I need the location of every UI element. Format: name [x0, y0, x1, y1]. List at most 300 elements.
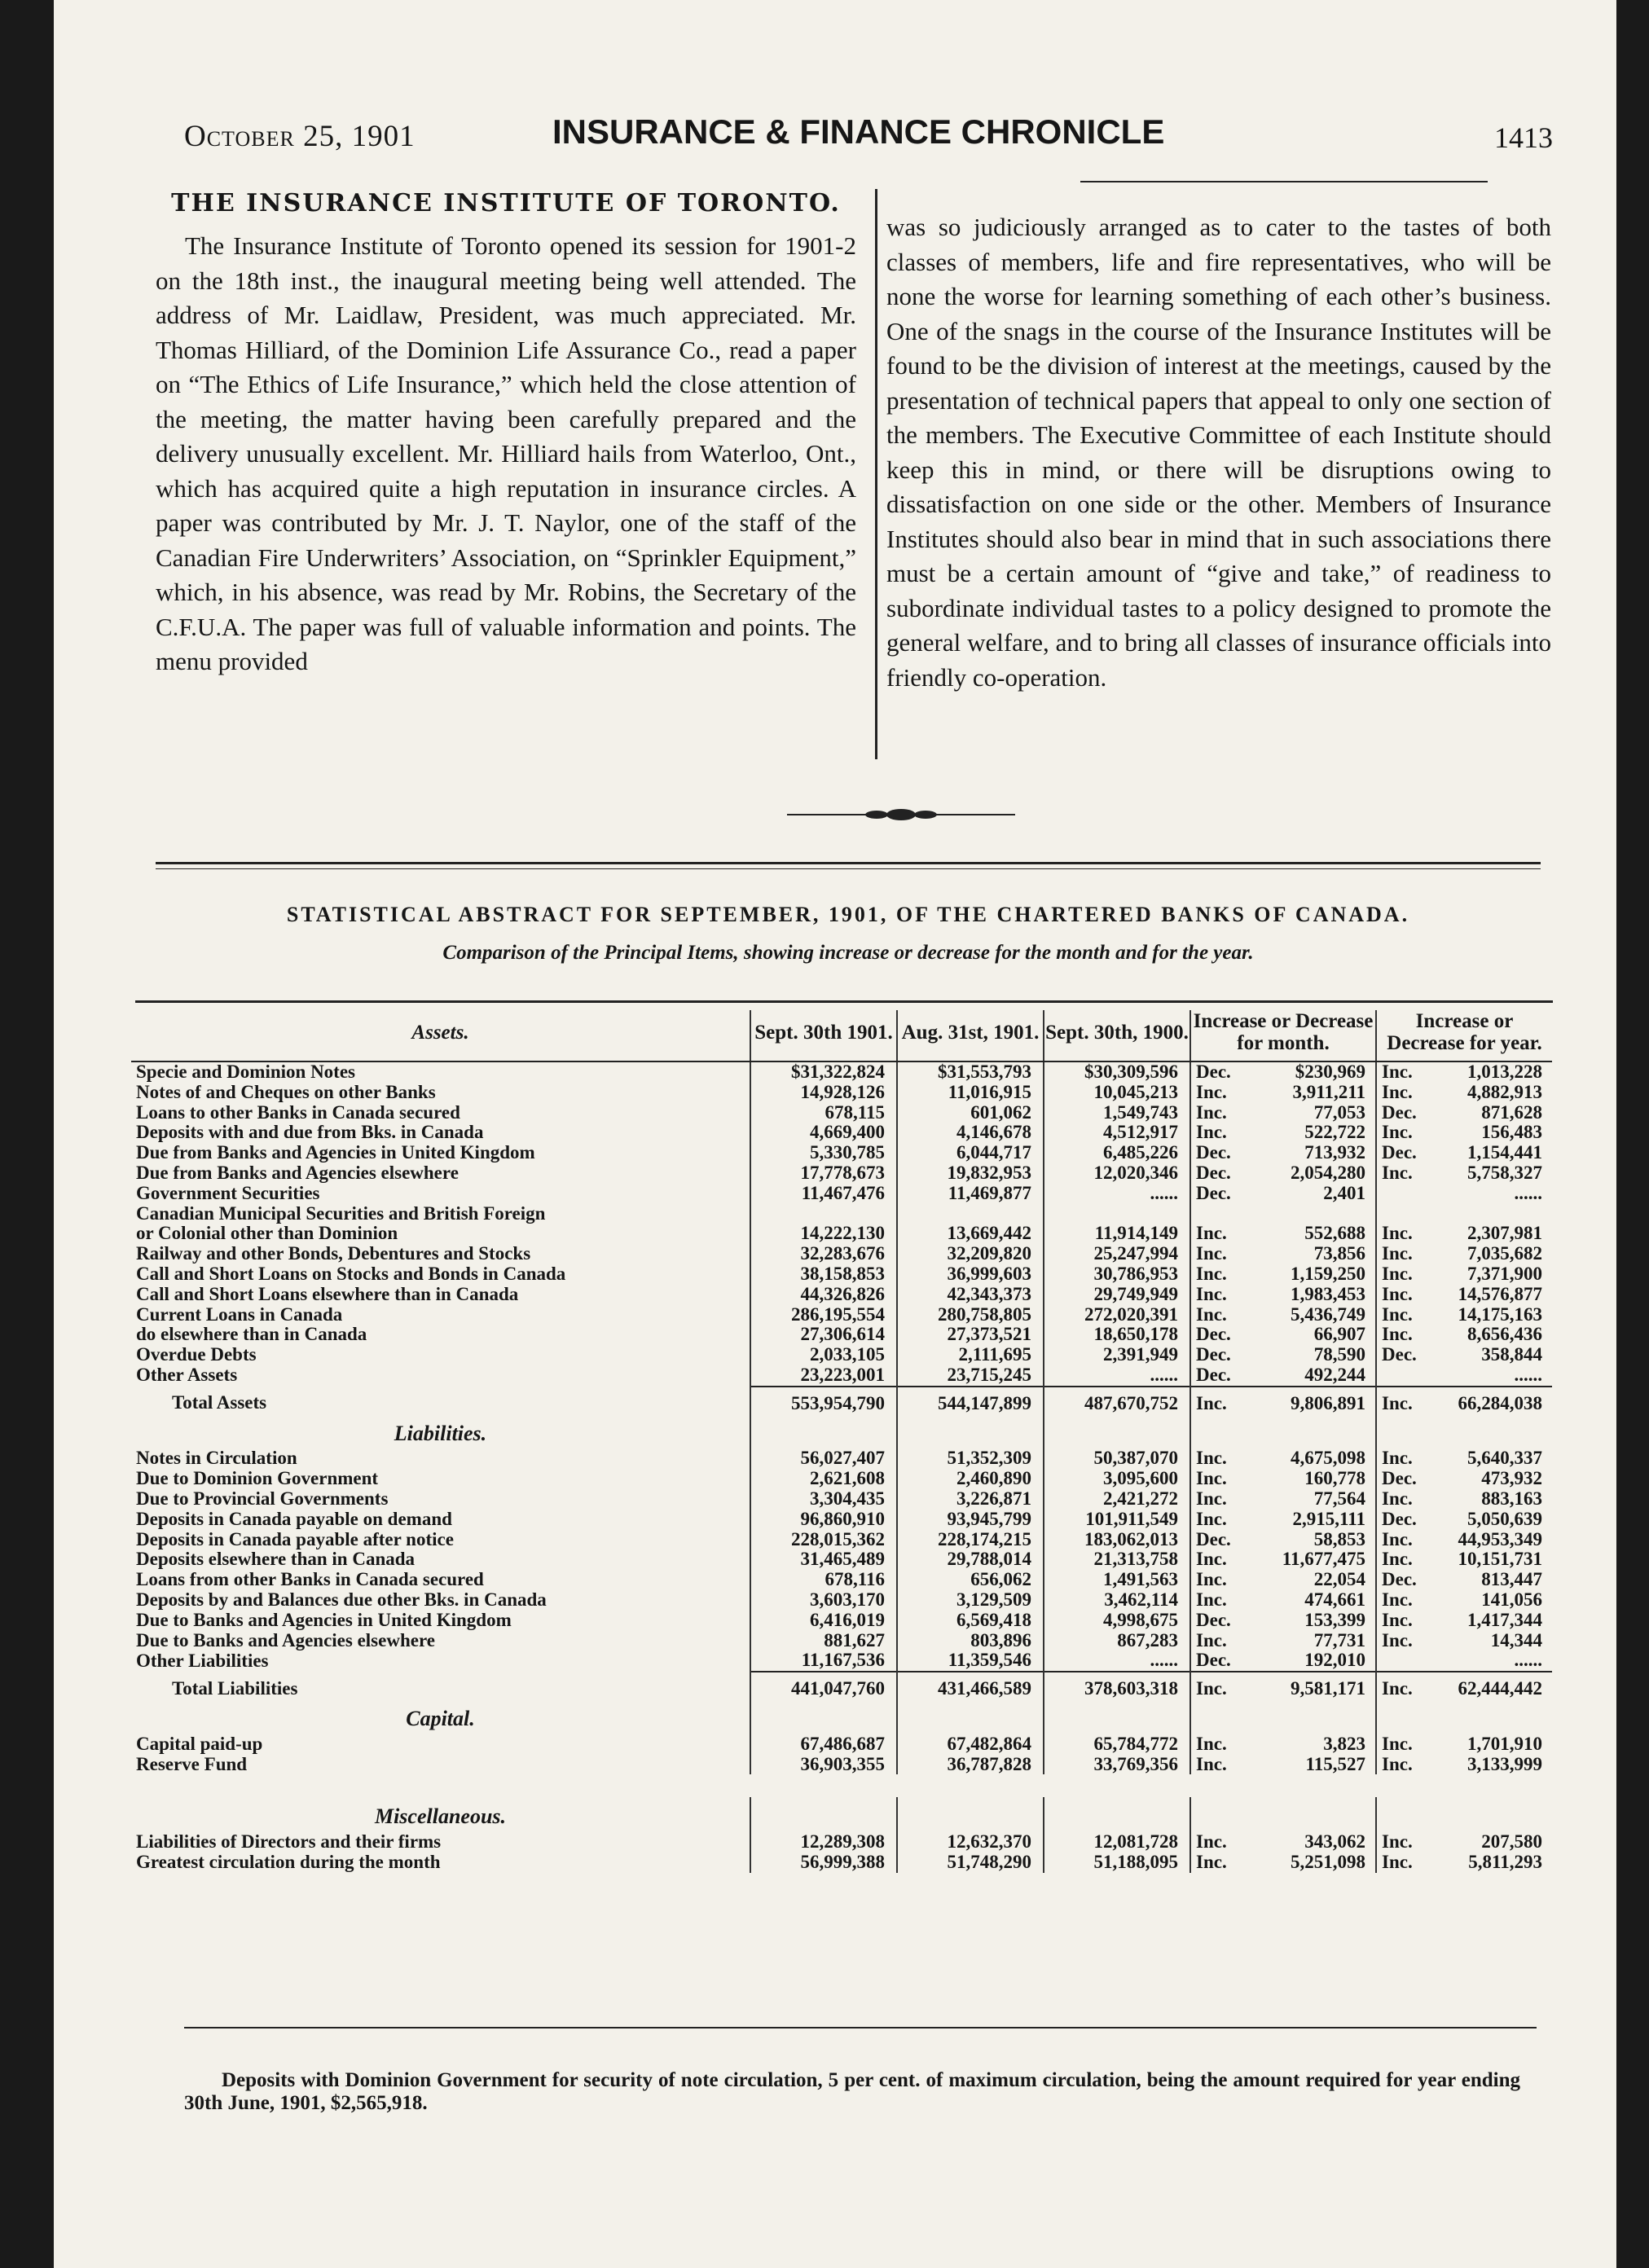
- year-direction: [1376, 1650, 1431, 1672]
- sept-1900-value: 2,421,272: [1044, 1489, 1190, 1510]
- month-change: 9,806,891: [1254, 1387, 1376, 1414]
- year-direction: Inc.: [1376, 1123, 1431, 1143]
- month-change: 1,983,453: [1291, 1284, 1365, 1304]
- year-direction: Inc.: [1376, 1489, 1431, 1510]
- article-column-right: [886, 210, 1551, 695]
- row-label: Overdue Debts: [136, 1345, 257, 1365]
- sept-1900-value: 65,784,772: [1044, 1734, 1190, 1755]
- year-change: 3,133,999: [1467, 1754, 1542, 1774]
- year-change: 14,344: [1490, 1630, 1542, 1650]
- section-cell: [897, 1797, 1044, 1832]
- aug-1901-value: 431,466,589: [897, 1672, 1044, 1699]
- month-direction: Dec.: [1190, 1365, 1254, 1387]
- month-direction: Dec.: [1190, 1650, 1254, 1672]
- month-change: 58,853: [1313, 1529, 1365, 1549]
- sept-1901-value: 14,222,130: [750, 1224, 897, 1244]
- month-change: 11,677,475: [1282, 1549, 1365, 1570]
- month-change: 474,661: [1304, 1589, 1365, 1610]
- table-row: [131, 1163, 1552, 1184]
- month-direction: Dec.: [1190, 1530, 1254, 1550]
- year-change: 358,844: [1481, 1345, 1542, 1365]
- year-change: 14,576,877: [1458, 1284, 1542, 1304]
- section-cell: [897, 1414, 1044, 1449]
- month-change: 2,915,111: [1292, 1509, 1365, 1529]
- aug-1901-value: 12,632,370: [897, 1832, 1044, 1853]
- aug-1901-value: 228,174,215: [897, 1530, 1044, 1550]
- year-change: 62,444,442: [1431, 1672, 1552, 1699]
- row-label: do elsewhere than in Canada: [136, 1325, 367, 1345]
- month-change: 3,911,211: [1292, 1082, 1365, 1102]
- sept-1901-value: 678,116: [750, 1570, 897, 1590]
- section-title: Miscellaneous.: [374, 1804, 507, 1829]
- table-footnote: Deposits with Dominion Government for security of note circulation, 5 per cent. of maximum circulation, being the amount required for year ending 30th June, 1901, $2,565,918.: [184, 2069, 1520, 2114]
- sept-1900-value: 29,749,949: [1044, 1285, 1190, 1305]
- month-change: 3,823: [1323, 1734, 1365, 1754]
- sept-1900-value: 1,491,563: [1044, 1570, 1190, 1590]
- year-change: 813,447: [1481, 1570, 1542, 1590]
- section-cell: [1254, 1414, 1376, 1449]
- header-sept-1900: Sept. 30th, 1900.: [1044, 1010, 1190, 1061]
- sept-1901-value: 553,954,790: [750, 1387, 897, 1414]
- table-row: [131, 1305, 1552, 1325]
- month-direction: Inc.: [1190, 1570, 1254, 1590]
- month-change: [1254, 1204, 1376, 1224]
- month-direction: Inc.: [1190, 1224, 1254, 1244]
- aug-1901-value: 42,343,373: [897, 1285, 1044, 1305]
- month-change: 4,675,098: [1291, 1448, 1365, 1469]
- year-change: 10,151,731: [1458, 1549, 1542, 1570]
- year-change: 8,656,436: [1467, 1325, 1542, 1345]
- row-label: Call and Short Loans on Stocks and Bonds in Canada: [136, 1264, 566, 1284]
- section-heading-row: [131, 1797, 1552, 1832]
- month-direction: Inc.: [1190, 1510, 1254, 1530]
- month-direction: Inc.: [1190, 1734, 1254, 1755]
- aug-1901-value: 27,373,521: [897, 1325, 1044, 1345]
- header-rule: [1080, 181, 1488, 182]
- sept-1901-value: [750, 1204, 897, 1224]
- month-direction: Dec.: [1190, 1184, 1254, 1204]
- year-direction: Inc.: [1376, 1061, 1431, 1083]
- table-row: [131, 1590, 1552, 1611]
- year-change: 141,056: [1481, 1589, 1542, 1610]
- sept-1900-value: 25,247,994: [1044, 1244, 1190, 1264]
- sept-1900-value: 487,670,752: [1044, 1387, 1190, 1414]
- section-cell: [1376, 1414, 1431, 1449]
- aug-1901-value: 19,832,953: [897, 1163, 1044, 1184]
- aug-1901-value: 2,460,890: [897, 1469, 1044, 1489]
- year-change: ......: [1514, 1650, 1542, 1671]
- sept-1901-value: 286,195,554: [750, 1305, 897, 1325]
- article-paragraph-left: The Insurance Institute of Toronto opened its session for 1901-2 on the 18th inst., the inaugural meeting being well attended. The address of Mr. Laidlaw, President, was much appreciated. Mr. Thomas Hilliard, of the Dominion Life Assurance Co., read a paper on “The Ethics of Life Insurance,” which held the close attention of the meeting, the matter having been carefully prepared and the delivery unusually excellent. Mr. Hilliard hails from Waterloo, Ont., which has acquired quite a high reputation in insurance circles. A paper was contributed by Mr. J. T. Naylor, one of the staff of the Canadian Fire Underwriters’ Association, on “Sprinkler Equipment,” which, in his absence, was read by Mr. Robins, the Secretary of the C.F.U.A. The paper was full of valuable information and points. The menu provided: [156, 231, 856, 675]
- row-label: or Colonial other than Dominion: [136, 1224, 398, 1244]
- year-direction: Inc.: [1376, 1590, 1431, 1611]
- aug-1901-value: 280,758,805: [897, 1305, 1044, 1325]
- header-year-change: Increase or Decrease for year.: [1376, 1010, 1552, 1061]
- month-direction: Inc.: [1190, 1853, 1254, 1873]
- aug-1901-value: 11,359,546: [897, 1650, 1044, 1672]
- table-row: [131, 1570, 1552, 1590]
- month-change: 66,907: [1313, 1325, 1365, 1345]
- total-row: [131, 1387, 1552, 1414]
- table-row: [131, 1832, 1552, 1853]
- aug-1901-value: 6,569,418: [897, 1611, 1044, 1631]
- month-change: $230,969: [1295, 1061, 1365, 1082]
- sept-1900-value: 2,391,949: [1044, 1345, 1190, 1365]
- month-direction: Inc.: [1190, 1387, 1254, 1414]
- total-row: [131, 1672, 1552, 1699]
- year-change: 156,483: [1481, 1123, 1542, 1143]
- table-row: [131, 1549, 1552, 1570]
- sept-1901-value: 441,047,760: [750, 1672, 897, 1699]
- month-direction: Inc.: [1190, 1755, 1254, 1775]
- sept-1900-value: 33,769,356: [1044, 1755, 1190, 1775]
- page-number: 1413: [1494, 121, 1553, 154]
- sept-1901-value: 17,778,673: [750, 1163, 897, 1184]
- table-row: [131, 1083, 1552, 1103]
- section-cell: [750, 1414, 897, 1449]
- section-cell: [1044, 1699, 1190, 1734]
- year-change: 66,284,038: [1431, 1387, 1552, 1414]
- sept-1901-value: 881,627: [750, 1631, 897, 1651]
- year-direction: Inc.: [1376, 1530, 1431, 1550]
- aug-1901-value: 13,669,442: [897, 1224, 1044, 1244]
- month-change: 78,590: [1313, 1345, 1365, 1365]
- year-change: 44,953,349: [1458, 1529, 1542, 1549]
- aug-1901-value: 67,482,864: [897, 1734, 1044, 1755]
- month-direction: Inc.: [1190, 1672, 1254, 1699]
- row-label: Capital paid-up: [136, 1734, 263, 1754]
- year-direction: Dec.: [1376, 1345, 1431, 1365]
- year-direction: Inc.: [1376, 1832, 1431, 1853]
- sept-1901-value: 27,306,614: [750, 1325, 897, 1345]
- sept-1900-value: 12,020,346: [1044, 1163, 1190, 1184]
- year-change: 1,013,228: [1467, 1061, 1542, 1082]
- header-month-change: Increase or Decrease for month.: [1190, 1010, 1376, 1061]
- sept-1900-value: 4,512,917: [1044, 1123, 1190, 1143]
- aug-1901-value: 51,352,309: [897, 1448, 1044, 1469]
- table-row: [131, 1325, 1552, 1345]
- sept-1900-value: 378,603,318: [1044, 1672, 1190, 1699]
- year-direction: Inc.: [1376, 1734, 1431, 1755]
- table-bottom-rule: [184, 2027, 1537, 2028]
- section-title: Capital.: [406, 1706, 475, 1730]
- aug-1901-value: 544,147,899: [897, 1387, 1044, 1414]
- month-direction: Inc.: [1190, 1083, 1254, 1103]
- sept-1901-value: 228,015,362: [750, 1530, 897, 1550]
- year-change: 883,163: [1481, 1488, 1542, 1509]
- sept-1901-value: 32,283,676: [750, 1244, 897, 1264]
- row-label: Current Loans in Canada: [136, 1304, 343, 1325]
- month-direction: Dec.: [1190, 1163, 1254, 1184]
- month-change: 73,856: [1313, 1244, 1365, 1264]
- aug-1901-value: 803,896: [897, 1631, 1044, 1651]
- section-cell: [1431, 1699, 1552, 1734]
- month-direction: [1190, 1204, 1254, 1224]
- spacer-row: [131, 1774, 1552, 1797]
- sept-1900-value: ......: [1044, 1184, 1190, 1204]
- aug-1901-value: 656,062: [897, 1570, 1044, 1590]
- month-change: 153,399: [1304, 1610, 1365, 1630]
- sept-1901-value: 2,621,608: [750, 1469, 897, 1489]
- table-row: [131, 1448, 1552, 1469]
- year-direction: [1376, 1184, 1431, 1204]
- sept-1901-value: 5,330,785: [750, 1143, 897, 1163]
- row-label: Due from Banks and Agencies elsewhere: [136, 1163, 459, 1183]
- sept-1900-value: 21,313,758: [1044, 1549, 1190, 1570]
- table-title: STATISTICAL ABSTRACT FOR SEPTEMBER, 1901, OF THE CHARTERED BANKS OF CANADA.: [286, 903, 1410, 926]
- aug-1901-value: 93,945,799: [897, 1510, 1044, 1530]
- year-direction: Inc.: [1376, 1611, 1431, 1631]
- article-column-left: [156, 189, 856, 679]
- year-change: 5,640,337: [1467, 1448, 1542, 1469]
- spacer-cell: [131, 1774, 1552, 1797]
- aug-1901-value: 601,062: [897, 1103, 1044, 1123]
- month-direction: Inc.: [1190, 1631, 1254, 1651]
- month-direction: Inc.: [1190, 1832, 1254, 1853]
- month-change: 2,054,280: [1291, 1163, 1365, 1183]
- header-date: October 25, 1901: [184, 120, 416, 153]
- year-change: ......: [1514, 1365, 1542, 1385]
- row-label: Due to Dominion Government: [136, 1469, 379, 1489]
- table-row: [131, 1365, 1552, 1387]
- year-direction: Inc.: [1376, 1264, 1431, 1285]
- table-row: [131, 1224, 1552, 1244]
- newspaper-page: [54, 0, 1616, 2268]
- sept-1900-value: 10,045,213: [1044, 1083, 1190, 1103]
- month-change: 77,731: [1313, 1630, 1365, 1650]
- month-direction: Inc.: [1190, 1549, 1254, 1570]
- month-change: 22,054: [1313, 1570, 1365, 1590]
- article-paragraph-right: was so judiciously arranged as to cater to the tastes of both classes of members, life and fire representatives, who will be none the worse for learning something of each other’s business. One of the snags in the course of the Insurance Institutes will be found to be the division of interest at the meetings, caused by the presentation of technical papers that appeal to only one section of the members. The Executive Committee of each Institute should keep this in mind, or there will be disruptions owing to dissatisfaction on one side or the other. Members of Insurance Institutes should also bear in mind that in such associations there must be a certain amount of “give and take,” of readiness to subordinate individual tastes to a policy designed to promote the general welfare, and to bring all classes of insurance officials into friendly co-operation.: [886, 213, 1551, 692]
- sept-1901-value: 3,603,170: [750, 1590, 897, 1611]
- table-row: [131, 1264, 1552, 1285]
- year-change: 871,628: [1481, 1102, 1542, 1123]
- sept-1901-value: 31,465,489: [750, 1549, 897, 1570]
- sept-1901-value: 12,289,308: [750, 1832, 897, 1853]
- table-row: [131, 1285, 1552, 1305]
- table-row: [131, 1204, 1552, 1224]
- year-direction: [1376, 1365, 1431, 1387]
- year-direction: Inc.: [1376, 1448, 1431, 1469]
- section-cell: [1044, 1797, 1190, 1832]
- aug-1901-value: [897, 1204, 1044, 1224]
- sept-1900-value: [1044, 1204, 1190, 1224]
- table-header-row: [131, 1010, 1552, 1061]
- year-direction: Dec.: [1376, 1143, 1431, 1163]
- month-direction: Dec.: [1190, 1345, 1254, 1365]
- table-row: [131, 1611, 1552, 1631]
- header-title: INSURANCE & FINANCE CHRONICLE: [552, 112, 1165, 151]
- year-direction: Inc.: [1376, 1325, 1431, 1345]
- year-change: 7,371,900: [1467, 1264, 1542, 1284]
- aug-1901-value: 51,748,290: [897, 1853, 1044, 1873]
- month-direction: Inc.: [1190, 1489, 1254, 1510]
- table-row: [131, 1734, 1552, 1755]
- header-sept-1901: Sept. 30th 1901.: [750, 1010, 897, 1061]
- sept-1901-value: $31,322,824: [750, 1061, 897, 1083]
- table-top-rule: [135, 1000, 1553, 1003]
- year-change: 1,154,441: [1467, 1143, 1542, 1163]
- row-label: Railway and other Bonds, Debentures and Stocks: [136, 1244, 531, 1264]
- year-direction: Dec.: [1376, 1510, 1431, 1530]
- sept-1900-value: 50,387,070: [1044, 1448, 1190, 1469]
- year-change: 1,701,910: [1467, 1734, 1542, 1754]
- year-change: 1,417,344: [1467, 1610, 1542, 1630]
- article-title: THE INSURANCE INSTITUTE OF TORONTO.: [171, 189, 841, 218]
- section-cell: [1431, 1797, 1552, 1832]
- sept-1900-value: 101,911,549: [1044, 1510, 1190, 1530]
- aug-1901-value: 36,999,603: [897, 1264, 1044, 1285]
- sept-1900-value: 3,462,114: [1044, 1590, 1190, 1611]
- section-heading-row: [131, 1414, 1552, 1449]
- row-label: Notes in Circulation: [136, 1448, 297, 1469]
- table-row: [131, 1469, 1552, 1489]
- page-header: [184, 112, 1553, 161]
- section-cell: [1254, 1699, 1376, 1734]
- sept-1900-value: 272,020,391: [1044, 1305, 1190, 1325]
- sept-1901-value: 44,326,826: [750, 1285, 897, 1305]
- month-direction: Inc.: [1190, 1285, 1254, 1305]
- aug-1901-value: $31,553,793: [897, 1061, 1044, 1083]
- sept-1901-value: 3,304,435: [750, 1489, 897, 1510]
- year-direction: Inc.: [1376, 1549, 1431, 1570]
- month-change: 9,581,171: [1254, 1672, 1376, 1699]
- row-label: Due to Banks and Agencies elsewhere: [136, 1630, 435, 1650]
- header-assets: Assets.: [131, 1010, 750, 1061]
- row-label: Loans from other Banks in Canada secured: [136, 1570, 484, 1590]
- year-direction: Inc.: [1376, 1631, 1431, 1651]
- sept-1900-value: 12,081,728: [1044, 1832, 1190, 1853]
- sept-1901-value: 23,223,001: [750, 1365, 897, 1387]
- year-change: 14,175,163: [1458, 1304, 1542, 1325]
- month-change: 2,401: [1323, 1183, 1365, 1203]
- row-label: Greatest circulation during the month: [136, 1852, 441, 1872]
- row-label: Call and Short Loans elsewhere than in Canada: [136, 1284, 519, 1304]
- section-cell: [1431, 1414, 1552, 1449]
- year-direction: Dec.: [1376, 1469, 1431, 1489]
- sept-1900-value: $30,309,596: [1044, 1061, 1190, 1083]
- year-direction: Inc.: [1376, 1083, 1431, 1103]
- section-cell: [1190, 1699, 1254, 1734]
- year-direction: Inc.: [1376, 1224, 1431, 1244]
- month-change: 77,053: [1313, 1102, 1365, 1123]
- sept-1900-value: 183,062,013: [1044, 1530, 1190, 1550]
- section-heading-row: [131, 1699, 1552, 1734]
- month-change: 1,159,250: [1291, 1264, 1365, 1284]
- month-change: 492,244: [1304, 1365, 1365, 1385]
- aug-1901-value: 6,044,717: [897, 1143, 1044, 1163]
- row-label: Total Liabilities: [172, 1677, 298, 1699]
- month-change: 160,778: [1304, 1469, 1365, 1489]
- row-label: Specie and Dominion Notes: [136, 1061, 355, 1082]
- month-change: 115,527: [1305, 1754, 1365, 1774]
- sept-1901-value: 4,669,400: [750, 1123, 897, 1143]
- sept-1901-value: 14,928,126: [750, 1083, 897, 1103]
- year-direction: Dec.: [1376, 1570, 1431, 1590]
- table-row: [131, 1489, 1552, 1510]
- month-change: 343,062: [1304, 1832, 1365, 1853]
- year-change: 7,035,682: [1467, 1244, 1542, 1264]
- year-change: 5,758,327: [1467, 1163, 1542, 1183]
- section-cell: [750, 1699, 897, 1734]
- year-change: 207,580: [1481, 1832, 1542, 1853]
- bank-statistics-table: [131, 1010, 1552, 1873]
- month-change: 522,722: [1304, 1123, 1365, 1143]
- table-row: [131, 1123, 1552, 1143]
- sept-1900-value: 3,095,600: [1044, 1469, 1190, 1489]
- table-row: [131, 1143, 1552, 1163]
- column-divider: [875, 189, 877, 759]
- month-change: 713,932: [1304, 1143, 1365, 1163]
- sept-1900-value: 18,650,178: [1044, 1325, 1190, 1345]
- sept-1901-value: 11,467,476: [750, 1184, 897, 1204]
- aug-1901-value: 11,469,877: [897, 1184, 1044, 1204]
- table-row: [131, 1530, 1552, 1550]
- aug-1901-value: 29,788,014: [897, 1549, 1044, 1570]
- sept-1900-value: 867,283: [1044, 1631, 1190, 1651]
- aug-1901-value: 3,129,509: [897, 1590, 1044, 1611]
- sept-1901-value: 56,027,407: [750, 1448, 897, 1469]
- section-rule-thin: [156, 868, 1541, 869]
- month-direction: Dec.: [1190, 1325, 1254, 1345]
- year-direction: Inc.: [1376, 1672, 1431, 1699]
- section-cell: [1044, 1414, 1190, 1449]
- row-label: Deposits in Canada payable after notice: [136, 1529, 454, 1549]
- aug-1901-value: 23,715,245: [897, 1365, 1044, 1387]
- row-label: Deposits with and due from Bks. in Canada: [136, 1123, 484, 1143]
- month-direction: Inc.: [1190, 1244, 1254, 1264]
- month-direction: Inc.: [1190, 1103, 1254, 1123]
- month-direction: Inc.: [1190, 1305, 1254, 1325]
- section-cell: [1376, 1797, 1431, 1832]
- year-change: 5,811,293: [1468, 1852, 1542, 1872]
- sept-1901-value: 678,115: [750, 1103, 897, 1123]
- month-direction: Dec.: [1190, 1143, 1254, 1163]
- row-label: Deposits by and Balances due other Bks. in Canada: [136, 1589, 547, 1610]
- section-cell: [1376, 1699, 1431, 1734]
- month-direction: Dec.: [1190, 1061, 1254, 1083]
- header-aug-1901: Aug. 31st, 1901.: [897, 1010, 1044, 1061]
- section-cell: [750, 1797, 897, 1832]
- year-direction: Inc.: [1376, 1244, 1431, 1264]
- year-direction: Inc.: [1376, 1305, 1431, 1325]
- row-label: Deposits in Canada payable on demand: [136, 1509, 452, 1529]
- sept-1900-value: 51,188,095: [1044, 1853, 1190, 1873]
- year-change: 473,932: [1481, 1469, 1542, 1489]
- month-direction: Inc.: [1190, 1590, 1254, 1611]
- year-direction: Inc.: [1376, 1163, 1431, 1184]
- month-change: 5,251,098: [1291, 1852, 1365, 1872]
- year-direction: Inc.: [1376, 1285, 1431, 1305]
- year-direction: [1376, 1204, 1431, 1224]
- year-change: ......: [1514, 1183, 1542, 1203]
- month-change: 552,688: [1304, 1224, 1365, 1244]
- year-change: 4,882,913: [1467, 1082, 1542, 1102]
- aug-1901-value: 4,146,678: [897, 1123, 1044, 1143]
- year-direction: Inc.: [1376, 1387, 1431, 1414]
- sept-1901-value: 38,158,853: [750, 1264, 897, 1285]
- row-label: Canadian Municipal Securities and British Foreign: [136, 1203, 546, 1224]
- year-change: 2,307,981: [1467, 1224, 1542, 1244]
- table-row: [131, 1061, 1552, 1083]
- table-row: [131, 1244, 1552, 1264]
- sept-1901-value: 56,999,388: [750, 1853, 897, 1873]
- sept-1900-value: 1,549,743: [1044, 1103, 1190, 1123]
- table-subtitle: Comparison of the Principal Items, showing increase or decrease for the month and for the year.: [442, 942, 1254, 964]
- section-cell: [897, 1699, 1044, 1734]
- sept-1900-value: 4,998,675: [1044, 1611, 1190, 1631]
- sept-1900-value: ......: [1044, 1650, 1190, 1672]
